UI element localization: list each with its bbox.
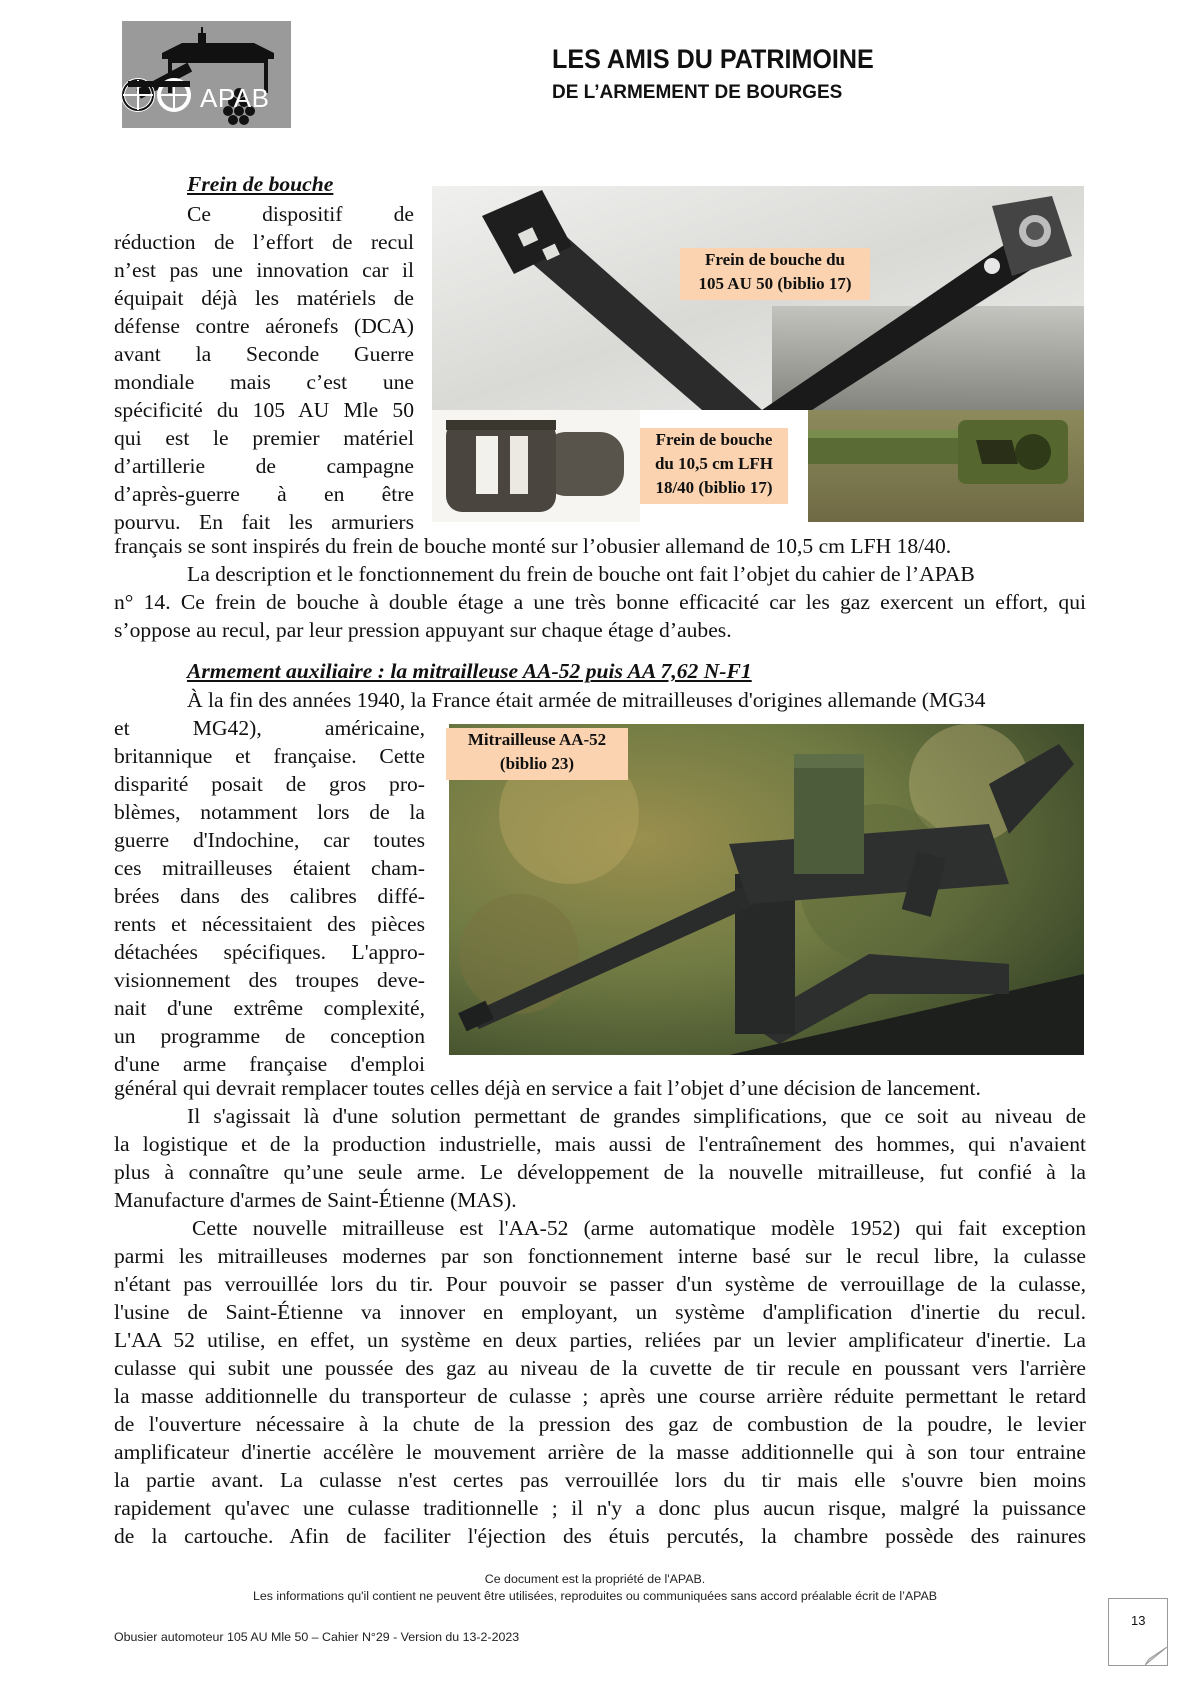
- text-line: blèmes, notamment lors de la: [114, 800, 425, 824]
- text-line: L'AA 52 utilise, en effet, un système en deux parties, reliées par un levier amplificateur d'inertie. La: [114, 1328, 1086, 1352]
- logo-text: APAB: [200, 83, 270, 113]
- text-line: spécificité du 105 AU Mle 50: [114, 398, 414, 422]
- text-line: la masse additionnelle du transporteur de culasse ; après une course arrière réduite permettant le retard: [114, 1384, 1086, 1408]
- frein-wrap-text: [114, 200, 414, 536]
- muzzle-brake-lfh-part-photo: [432, 410, 640, 522]
- apab-logo: [122, 21, 291, 128]
- text-line: détachées spécifiques. L'appro-: [114, 940, 425, 964]
- text-line: pourvu. En fait les armuriers: [114, 510, 414, 534]
- text-line: plus à connaître qu’une seule arme. Le développement de la nouvelle mitrailleuse, fut confié à la: [114, 1160, 1086, 1184]
- text-line: rapidement qu'avec une culasse traditionnelle ; il n'y a donc plus aucun risque, malgré la puissance: [114, 1496, 1086, 1520]
- text-line: Il s'agissait là d'une solution permettant de grandes simplifications, que ce soit au niveau de: [187, 1104, 1086, 1128]
- text-line: n'étant pas verrouillée lors du tir. Pour pouvoir se passer d'un système de verrouillage de la culasse,: [114, 1272, 1086, 1296]
- text-line: n’est pas une innovation car il: [114, 258, 414, 282]
- text-line: La description et le fonctionnement du frein de bouche ont fait l’objet du cahier de l’APAB: [187, 562, 975, 586]
- page-curl-icon: [1145, 1647, 1167, 1665]
- text-line: la partie avant. La culasse n'est certes pas verrouillée lors du tir mais elle s'ouvre bien moins: [114, 1468, 1086, 1492]
- caption-line: Frein de bouche du: [705, 250, 845, 269]
- text-line: n° 14. Ce frein de bouche à double étage a une très bonne efficacité car les gaz exercent un effort, qui: [114, 590, 1086, 614]
- text-line: brées dans des calibres diffé-: [114, 884, 425, 908]
- text-line: français se sont inspirés du frein de bouche monté sur l’obusier allemand de 10,5 cm LFH 18/40.: [114, 534, 952, 558]
- text-line: parmi les mitrailleuses modernes par son fonctionnement interne basé sur le recul libre, la culasse: [114, 1244, 1086, 1268]
- aa52-wrap-text: [114, 714, 425, 1078]
- text-line: amplificateur d'inertie accélère le mouvement arrière de la masse additionnelle qui à son tour entraine: [114, 1440, 1086, 1464]
- text-line: guerre d'Indochine, car toutes: [114, 828, 425, 852]
- footer-doc-ref: Obusier automoteur 105 AU Mle 50 – Cahier N°29 - Version du 13-2-2023: [114, 1630, 520, 1644]
- text-line: d’après-guerre à en être: [114, 482, 414, 506]
- caption-line: Mitrailleuse AA-52: [467, 730, 607, 749]
- caption-frein-105: [680, 248, 870, 300]
- section-heading-frein: Frein de bouche: [187, 172, 334, 196]
- text-line: Ce dispositif de: [187, 202, 414, 226]
- caption-line: 18/40 (biblio 17): [655, 478, 773, 497]
- caption-aa52: [446, 728, 628, 780]
- text-line: de l'ouverture nécessaire à la chute de la pression des gaz de combustion de la poudre, le levier: [114, 1412, 1086, 1436]
- text-line: s’oppose au recul, par leur pression appuyant sur chaque étage d’aubes.: [114, 618, 732, 642]
- text-line: rents et nécessitaient des pièces: [114, 912, 425, 936]
- header-subtitle: DE L’ARMEMENT DE BOURGES: [552, 82, 843, 103]
- caption-line: Frein de bouche: [655, 430, 773, 449]
- footer-notice-line2: Les informations qu'il contient ne peuvent être utilisées, reproduites ou communiquées sans accord préalable écrit de l’APAB: [252, 1589, 937, 1603]
- header-title: LES AMIS DU PATRIMOINE: [552, 44, 874, 74]
- text-line: nait d'une extrême complexité,: [114, 996, 425, 1020]
- text-line: réduction de l’effort de recul: [114, 230, 414, 254]
- text-line: avant la Seconde Guerre: [114, 342, 414, 366]
- text-line: À la fin des années 1940, la France était armée de mitrailleuses d'origines allemande (MG34: [187, 688, 986, 712]
- text-line: mondiale mais c’est une: [114, 370, 414, 394]
- caption-line: (biblio 23): [499, 754, 575, 773]
- page-number-box: [1108, 1598, 1168, 1666]
- text-line: un programme de conception: [114, 1024, 425, 1048]
- text-line: Cette nouvelle mitrailleuse est l'AA-52 (arme automatique modèle 1952) qui fait exception: [192, 1216, 1086, 1240]
- text-line: et MG42), américaine,: [114, 716, 425, 740]
- caption-line: 105 AU 50 (biblio 17): [698, 274, 852, 293]
- caption-frein-lfh: [640, 428, 788, 504]
- text-line: ces mitrailleuses étaient cham-: [114, 856, 425, 880]
- muzzle-brake-lfh-gun-photo: [808, 410, 1084, 522]
- text-line: visionnement des troupes deve-: [114, 968, 425, 992]
- text-line: la logistique et de la production industrielle, mais aussi de l'entraînement des hommes, qui n'avaient: [114, 1132, 1086, 1156]
- text-line: général qui devrait remplacer toutes celles déjà en service a fait l’objet d’une décision de lancement.: [114, 1076, 981, 1100]
- footer-notice-line1: Ce document est la propriété de l'APAB.: [484, 1572, 706, 1586]
- section-heading-armement: Armement auxiliaire : la mitrailleuse AA-52 puis AA 7,62 N-F1: [187, 659, 752, 683]
- page-number: 13: [1131, 1613, 1146, 1628]
- text-line: défense contre aéronefs (DCA): [114, 314, 414, 338]
- text-line: équipait déjà les matériels de: [114, 286, 414, 310]
- text-line: de la cartouche. Afin de faciliter l'éjection des étuis percutés, la chambre possède des rainures: [114, 1524, 1086, 1548]
- text-line: disparité posait de gros pro-: [114, 772, 425, 796]
- text-line: culasse qui subit une poussée des gaz au niveau de la cuvette de tir recule en poussant vers l'arrière: [114, 1356, 1086, 1380]
- text-line: Manufacture d'armes de Saint-Étienne (MAS).: [114, 1188, 517, 1212]
- text-line: l'usine de Saint-Étienne va innover en employant, un système d'amplification d'inertie du recul.: [114, 1300, 1086, 1324]
- text-line: qui est le premier matériel: [114, 426, 414, 450]
- text-line: d’artillerie de campagne: [114, 454, 414, 478]
- text-line: britannique et française. Cette: [114, 744, 425, 768]
- caption-line: du 10,5 cm LFH: [654, 454, 774, 473]
- text-line: d'une arme française d'emploi: [114, 1052, 425, 1076]
